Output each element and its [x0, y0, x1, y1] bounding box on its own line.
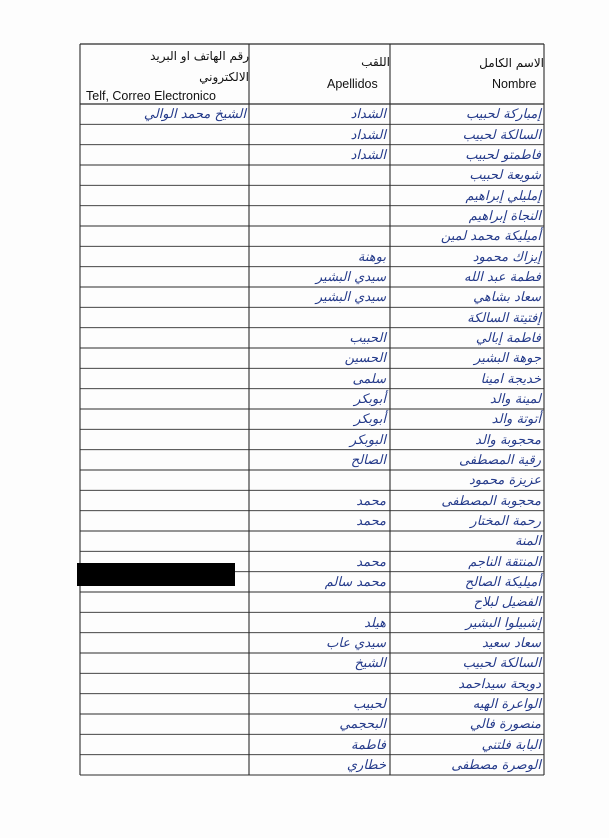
- row-surname: بوهنة: [357, 249, 386, 265]
- row-surname: هيلد: [364, 615, 386, 631]
- row-surname: محمد: [356, 493, 386, 509]
- row-name: خديجة امينا: [480, 371, 541, 387]
- row-surname: الحبيب: [349, 330, 386, 346]
- header-name-ar: الاسم الكامل: [479, 56, 544, 70]
- row-name: إمباركة لحبيب: [466, 107, 541, 123]
- row-name: أميليكة محمد لمين: [440, 229, 541, 245]
- row-name: الفضيل لبلاح: [473, 595, 541, 611]
- row-name: السالكة لحبيب: [462, 656, 541, 672]
- row-surname: محمد: [356, 513, 386, 529]
- row-name: سعاد سعيد: [482, 635, 541, 651]
- row-surname: محمد سالم: [324, 574, 386, 590]
- row-name: فطمة عبد الله: [464, 269, 541, 285]
- header-contact-es: Telf, Correo Electronico: [86, 89, 216, 103]
- row-name: أتوتة والد: [491, 412, 541, 428]
- row-surname: محمد: [356, 554, 386, 570]
- redaction-bar: [77, 563, 235, 586]
- row-surname: سيدي البشير: [315, 290, 386, 306]
- row-name: إمليلي إبراهيم: [465, 188, 541, 204]
- row-name: عزيزة محمود: [468, 473, 541, 489]
- row-name: المنة: [515, 534, 541, 550]
- row-surname: أبوبكر: [354, 391, 386, 407]
- row-name: دويحة سيداحمد: [458, 676, 541, 692]
- header-contact-ar-2: الالكتروني: [199, 70, 249, 84]
- header-name-es: Nombre: [492, 77, 537, 91]
- row-surname: سيدي البشير: [315, 269, 386, 285]
- row-name: السالكة لحبيب: [462, 127, 541, 143]
- row-surname: الشداد: [350, 147, 386, 163]
- row-name: جوهة البشير: [474, 351, 541, 367]
- row-name: لمينة والد: [489, 391, 541, 407]
- row-name: أميليكة الصالح: [464, 574, 541, 590]
- row-surname: سيدي عاب: [326, 635, 386, 651]
- row-name: النجاة إبراهيم: [468, 208, 541, 224]
- row-name: الواعرة الهيه: [472, 696, 541, 712]
- row-surname: الصالح: [350, 452, 386, 468]
- row-name: المنتقة الناجم: [468, 554, 541, 570]
- row-name: سعاد بشاهي: [473, 290, 541, 306]
- row-name: إيزاك محمود: [472, 249, 541, 265]
- row-contact: الشيخ محمد الوالي: [143, 107, 246, 123]
- row-surname: الشداد: [350, 107, 386, 123]
- row-surname: فاطمة: [350, 737, 386, 753]
- header-surname-es: Apellidos: [327, 77, 378, 91]
- row-name: رقية المصطفى: [459, 452, 541, 468]
- row-name: رحمة المختار: [470, 513, 541, 529]
- row-name: محجوبة المصطفى: [441, 493, 541, 509]
- row-surname: البوبكر: [349, 432, 386, 448]
- row-surname: خطاري: [346, 757, 386, 773]
- row-surname: الحسين: [344, 351, 386, 367]
- row-name: فاطمة إبالي: [475, 330, 541, 346]
- header-contact-ar-1: رقم الهاتف او البريد: [150, 49, 249, 63]
- header-surname-ar: اللقب: [361, 55, 390, 69]
- row-name: البابة فلتني: [481, 737, 541, 753]
- row-surname: الشداد: [350, 127, 386, 143]
- row-name: شويعة لحبيب: [469, 168, 541, 184]
- row-surname: أبوبكر: [354, 412, 386, 428]
- row-name: فاطمتو لحبيب: [465, 147, 541, 163]
- row-surname: لحبيب: [353, 696, 386, 712]
- row-name: منصورة فالي: [469, 717, 541, 733]
- row-name: إفتيتة السالكة: [467, 310, 541, 326]
- row-name: إشبيلوا البشير: [465, 615, 541, 631]
- row-surname: سلمى: [352, 371, 386, 387]
- row-name: الوصرة مصطفى: [451, 757, 541, 773]
- row-surname: البحجمي: [339, 717, 386, 733]
- row-surname: الشيخ: [354, 656, 386, 672]
- row-name: محجوبة والد: [475, 432, 541, 448]
